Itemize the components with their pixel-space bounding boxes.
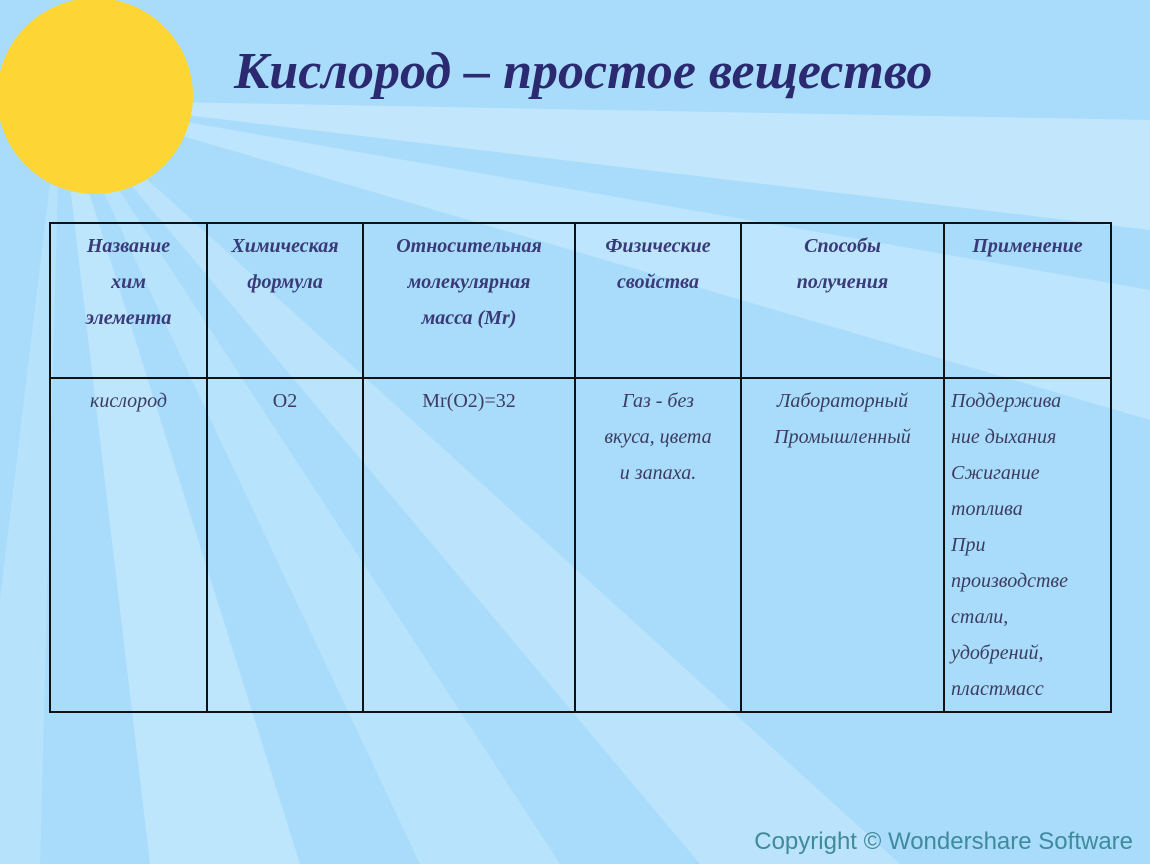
table-row [50, 378, 1111, 712]
cell-name: кислород [50, 378, 207, 712]
copyright-notice: Copyright © Wondershare Software [754, 828, 1133, 855]
header-methods: Способы получения [741, 223, 944, 378]
cell-physical: Газ - без вкуса, цвета и запаха. [575, 378, 741, 712]
page-title: Кислород – простое вещество [234, 43, 933, 100]
header-formula: Химическая формула [207, 223, 363, 378]
header-name: Название хим элемента [50, 223, 207, 378]
cell-methods: Лабораторный Промышленный [741, 378, 944, 712]
cell-uses: Поддержива ние дыхания Сжигание топлива При производстве стали, удобрений, пластмасс [944, 378, 1111, 712]
oxygen-table [49, 222, 1112, 713]
cell-mass: Mr(O2)=32 [363, 378, 575, 712]
header-uses: Применение [944, 223, 1111, 378]
sun-icon [0, 0, 193, 194]
table-header-row [50, 223, 1111, 378]
header-physical: Физические свойства [575, 223, 741, 378]
cell-formula: O2 [207, 378, 363, 712]
header-mass: Относительная молекулярная масса (Mr) [363, 223, 575, 378]
